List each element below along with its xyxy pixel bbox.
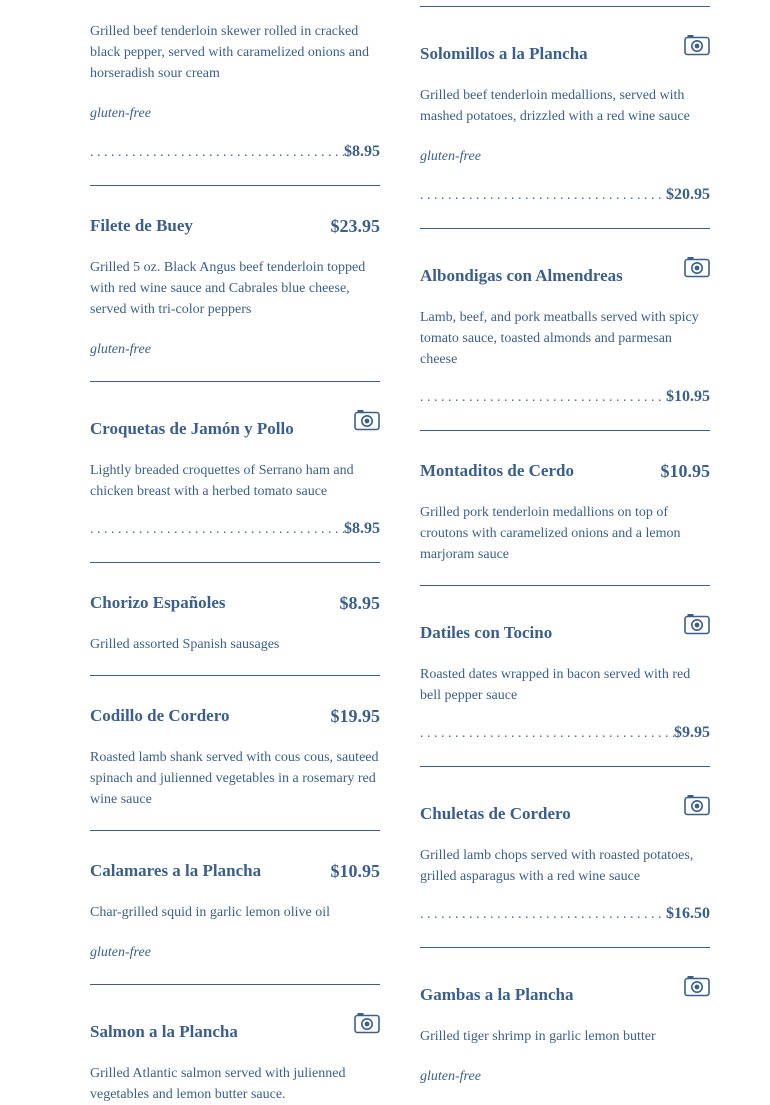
item-description: Grilled Atlantic salmon served with julienned vegetables and lemon butter sauce. [90,1066,346,1102]
camera-icon[interactable] [354,1012,380,1034]
item-name[interactable]: Salmon a la Plancha [90,1022,238,1041]
divider [420,6,710,7]
divider [90,185,380,186]
item-description: Grilled lamb chops served with roasted potatoes, grilled asparagus with a red wine sauce [420,848,694,884]
menu-item [420,458,710,562]
menu-item [90,416,380,537]
item-price: $10.95 [666,388,710,405]
item-description: Lamb, beef, and pork meatballs served with spicy tomato sauce, toasted almonds and parmesan cheese [420,310,699,367]
divider [90,984,380,985]
camera-icon[interactable] [684,794,710,816]
menu-item [90,858,380,960]
item-name[interactable]: Codillo de Cordero [90,706,230,725]
camera-icon[interactable] [684,34,710,56]
menu-item [420,982,710,1084]
price-row [90,143,380,165]
menu-item [90,703,380,807]
item-description: Grilled assorted Spanish sausages [90,637,280,652]
divider [420,430,710,431]
item-price: $16.50 [666,905,710,922]
item-name[interactable]: Albondigas con Almendreas [420,266,623,285]
dot-leader [420,907,666,923]
price-row [420,388,710,410]
menu-item [420,801,710,922]
price-row [420,724,710,746]
item-price: $8.95 [344,143,380,160]
divider [90,381,380,382]
item-description: Roasted lamb shank served with cous cous, sauteed spinach and julienned vegetables in a rosemary red wine sauce [90,750,379,807]
divider [420,766,710,767]
item-name[interactable]: Datiles con Tocino [420,623,553,642]
price-row [420,905,710,927]
item-price: $20.95 [666,186,710,203]
item-name[interactable]: Chorizo Españoles [90,593,226,612]
item-price: $8.95 [339,593,380,613]
dot-leader [420,390,666,406]
menu-item [90,213,380,357]
divider [420,585,710,586]
menu-item [420,263,710,405]
dot-leader [420,726,674,742]
item-name[interactable]: Croquetas de Jamón y Pollo [90,419,294,438]
camera-icon[interactable] [684,975,710,997]
gluten-free-tag: gluten-free [420,1069,481,1084]
item-price: $23.95 [330,216,380,236]
item-description: Lightly breaded croquettes of Serrano ham and chicken breast with a herbed tomato sauce [90,463,354,499]
item-description: Grilled 5 oz. Black Angus beef tenderloin topped with red wine sauce and Cabrales blue cheese, served with tri-color peppers [90,260,366,317]
menu-item [420,41,710,203]
item-description: Grilled beef tenderloin skewer rolled in cracked black pepper, served with caramelized onions and horseradish sour cream [90,24,369,81]
divider [90,562,380,563]
item-description: Char-grilled squid in garlic lemon olive oil [90,905,331,920]
camera-icon[interactable] [684,613,710,635]
dot-leader [90,145,344,161]
item-name[interactable]: Chuletas de Cordero [420,804,571,823]
item-name[interactable]: Gambas a la Plancha [420,985,574,1004]
item-name[interactable]: Calamares a la Plancha [90,861,262,880]
dot-leader [90,522,344,538]
item-description: Grilled pork tenderloin medallions on top of croutons with caramelized onions and a lemon marjoram sauce [420,505,681,562]
item-price: $10.95 [330,861,380,881]
item-price: $10.95 [660,461,710,481]
item-price: $9.95 [674,724,710,741]
item-price: $19.95 [330,706,380,726]
item-price: $8.95 [344,520,380,537]
price-row [420,186,710,208]
gluten-free-tag: gluten-free [90,945,151,960]
item-name[interactable]: Filete de Buey [90,216,193,235]
gluten-free-tag: gluten-free [90,106,151,121]
item-name[interactable]: Solomillos a la Plancha [420,44,588,63]
divider [420,228,710,229]
item-description: Grilled tiger shrimp in garlic lemon butter [420,1029,656,1044]
item-description: Roasted dates wrapped in bacon served with red bell pepper sauce [420,667,691,703]
gluten-free-tag: gluten-free [90,342,151,357]
camera-icon[interactable] [354,409,380,431]
divider [90,830,380,831]
divider [420,947,710,948]
divider [90,675,380,676]
item-description: Grilled beef tenderloin medallions, served with mashed potatoes, drizzled with a red wine sauce [420,88,690,124]
menu-item [420,620,710,741]
menu-item [90,1019,380,1102]
camera-icon[interactable] [684,256,710,278]
dot-leader [420,188,666,204]
menu-item [90,590,380,652]
item-name[interactable]: Montaditos de Cerdo [420,461,574,480]
gluten-free-tag: gluten-free [420,149,481,164]
price-row [90,520,380,542]
